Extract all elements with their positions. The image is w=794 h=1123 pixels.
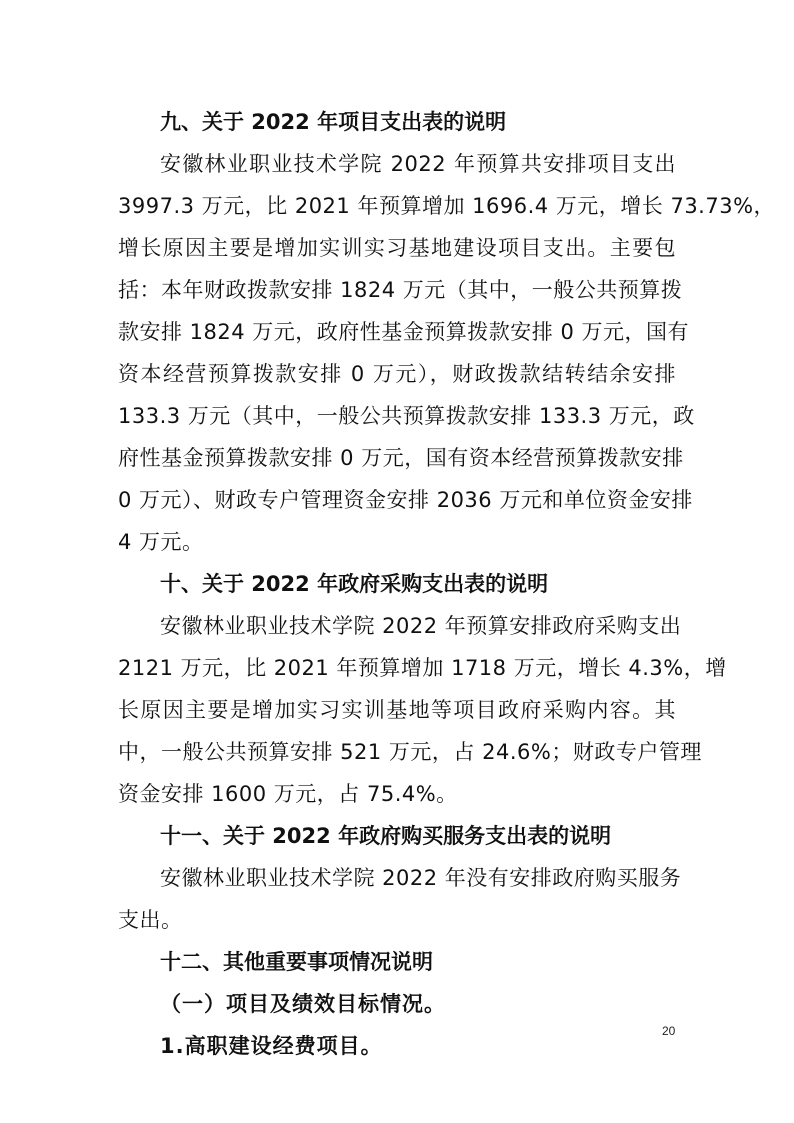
section-9-line: 款安排 1824 万元，政府性基金预算拨款安排 0 万元，国有: [118, 320, 690, 344]
section-9-line: 3997.3 万元，比 2021 年预算增加 1696.4 万元，增长 73.73%，: [118, 194, 776, 218]
section-11-heading: 十一、关于 2022 年政府购买服务支出表的说明: [160, 824, 612, 848]
section-9-heading: 九、关于 2022 年项目支出表的说明: [160, 110, 507, 134]
section-11-line: 安徽林业职业技术学院 2022 年没有安排政府购买服务: [160, 866, 682, 890]
section-9-line: 括：本年财政拨款安排 1824 万元（其中，一般公共预算拨: [118, 278, 683, 302]
section-9-line: 安徽林业职业技术学院 2022 年预算共安排项目支出: [160, 152, 676, 176]
section-10-line: 长原因主要是增加实习实训基地等项目政府采购内容。其: [118, 698, 676, 722]
section-10-line: 资金安排 1600 万元，占 75.4%。: [118, 782, 458, 806]
subheading-projects-goals: （一）项目及绩效目标情况。: [160, 992, 446, 1016]
section-12-heading: 十二、其他重要事项情况说明: [160, 950, 433, 974]
section-9-line: 0 万元）、财政专户管理资金安排 2036 万元和单位资金安排: [118, 488, 693, 512]
section-10-line: 2121 万元，比 2021 年预算增加 1718 万元，增长 4.3%，增: [118, 656, 727, 680]
section-11-line: 支出。: [118, 908, 183, 932]
section-9-line: 133.3 万元（其中，一般公共预算拨款安排 133.3 万元，政: [118, 404, 695, 428]
section-9-line: 府性基金预算拨款安排 0 万元，国有资本经营预算拨款安排: [118, 446, 684, 470]
section-9-line: 增长原因主要是增加实训实习基地建设项目支出。主要包: [118, 236, 676, 260]
section-10-line: 中，一般公共预算安排 521 万元，占 24.6%；财政专户管理: [118, 740, 702, 764]
section-10-line: 安徽林业职业技术学院 2022 年预算安排政府采购支出: [160, 614, 682, 638]
section-9-line: 4 万元。: [118, 530, 204, 554]
section-10-heading: 十、关于 2022 年政府采购支出表的说明: [160, 572, 549, 596]
page-number: 20: [662, 1024, 676, 1038]
section-9-line: 资本经营预算拨款安排 0 万元），财政拨款结转结余安排: [118, 362, 676, 386]
subheading-higher-vocational-project: 1.高职建设经费项目。: [160, 1034, 383, 1058]
